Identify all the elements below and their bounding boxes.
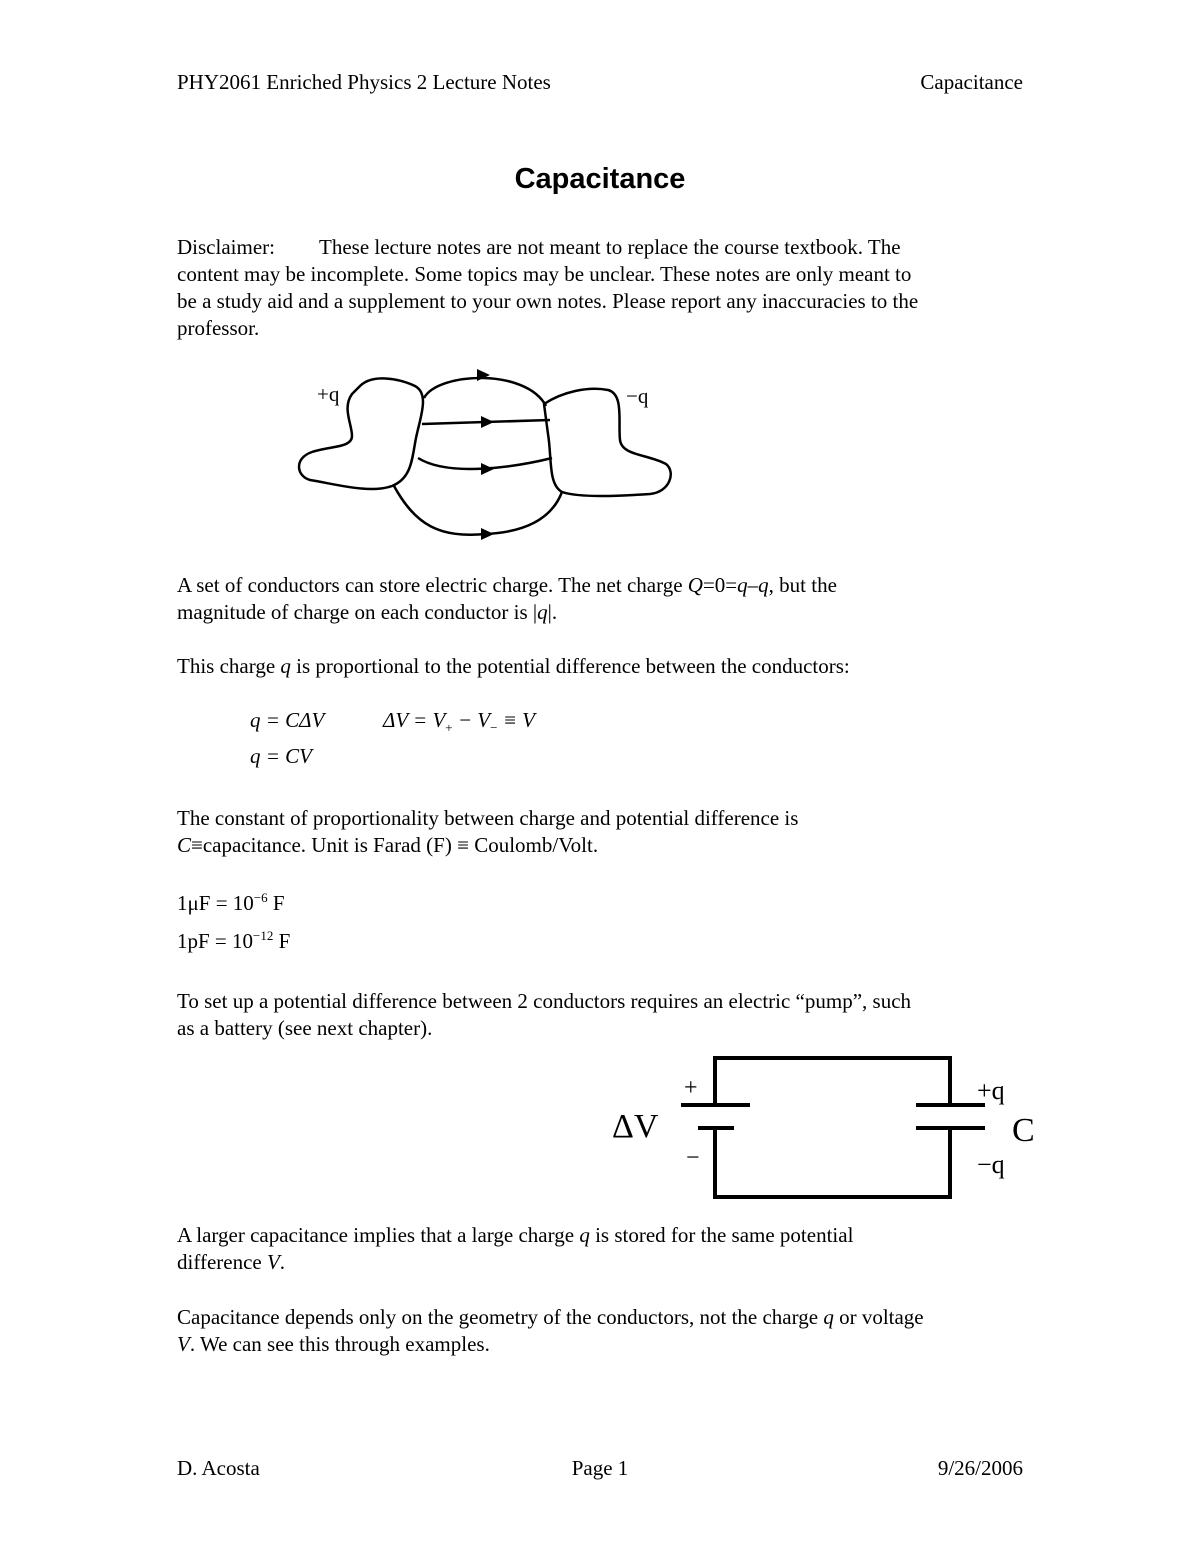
p3-line2: ≡capacitance. Unit is Farad (F) ≡ Coulomb/Volt. — [191, 833, 599, 857]
equation-q-cv — [250, 744, 312, 769]
disclaimer-line1: These lecture notes are not meant to replace the course textbook. The — [319, 235, 901, 259]
footer-author: D. Acosta — [177, 1456, 260, 1480]
eq3-q: q — [250, 744, 261, 768]
p1-eq0: =0= — [702, 573, 738, 597]
paragraph-capacitance-def — [177, 805, 1027, 859]
u1-exp: −6 — [253, 890, 268, 905]
u1-b: F — [267, 891, 285, 915]
u2-exp: −12 — [253, 928, 274, 943]
p1-text-b: , but the — [768, 573, 837, 597]
p1-Q: Q — [687, 573, 703, 597]
paragraph-battery — [177, 988, 1027, 1042]
minus-q-label: −q — [626, 384, 649, 408]
delta-v-label: ΔV — [612, 1108, 659, 1145]
p5-text-c: difference — [177, 1250, 267, 1274]
equation-delta-v — [383, 708, 535, 736]
p3-line1: The constant of proportionality between charge and potential difference is — [177, 806, 799, 830]
header-topic: Capacitance — [920, 70, 1023, 94]
p6-V: V — [177, 1332, 190, 1356]
footer-page-number: Page 1 — [571, 1456, 629, 1480]
eq2-sub-plus: + — [445, 720, 453, 736]
p6-text-b: or voltage — [833, 1305, 924, 1329]
p1-q3: q — [537, 600, 548, 624]
eq2-a: ΔV = V — [383, 708, 446, 732]
p5-V: V — [266, 1250, 280, 1274]
circuit-wire-top — [715, 1058, 950, 1103]
unit-microfarad — [177, 890, 285, 916]
plus-q-label: +q — [317, 382, 340, 406]
field-arrow-3 — [481, 463, 494, 475]
disclaimer-line4: professor. — [177, 316, 260, 340]
unit-picofarad — [177, 928, 290, 954]
p6-text-a: Capacitance depends only on the geometry of the conductors, not the charge — [177, 1305, 824, 1329]
page-title: Capacitance — [514, 163, 686, 195]
paragraph-larger-capacitance — [177, 1222, 1027, 1276]
u2-b: F — [273, 929, 291, 953]
p6-text-c: . We can see this through examples. — [189, 1332, 490, 1356]
eq2-c: ≡ V — [497, 708, 535, 732]
cap-plus-q-label: +q — [977, 1076, 1005, 1105]
eq1-rest: = CΔV — [260, 708, 325, 732]
right-conductor — [544, 389, 671, 496]
paragraph-net-charge — [177, 572, 1027, 626]
u1-a: 1μF = 10 — [177, 891, 254, 915]
capacitor-c-label: C — [1012, 1112, 1035, 1149]
p2-q: q — [280, 654, 291, 678]
field-line-1 — [424, 378, 546, 406]
disclaimer-line2: content may be incomplete. Some topics may be unclear. These notes are only meant to — [177, 262, 912, 286]
p1-minus: – — [747, 573, 759, 597]
p1-text-a: A set of conductors can store electric charge. The net charge — [177, 573, 688, 597]
circuit-wire-bottom — [715, 1129, 950, 1197]
paragraph-proportional — [177, 653, 1027, 680]
disclaimer-line3: be a study aid and a supplement to your own notes. Please report any inaccuracies to the — [177, 289, 919, 313]
cap-minus-q-label: −q — [977, 1150, 1005, 1179]
p6-q: q — [823, 1305, 834, 1329]
disclaimer — [177, 234, 1027, 342]
equation-q-cdv — [250, 708, 324, 733]
p2-text-a: This charge — [177, 654, 281, 678]
footer-date: 9/26/2006 — [937, 1456, 1023, 1480]
eq2-sub-minus: − — [490, 720, 498, 736]
p5-text-d: . — [279, 1250, 286, 1274]
disclaimer-label: Disclaimer: — [177, 235, 275, 259]
field-arrow-2 — [481, 416, 494, 428]
eq2-b: − V — [452, 708, 491, 732]
header-course: PHY2061 Enriched Physics 2 Lecture Notes — [177, 70, 551, 94]
field-line-4 — [394, 486, 562, 535]
p2-text-b: is proportional to the potential difference between the conductors: — [290, 654, 850, 678]
p4-line1: To set up a potential difference between 2 conductors requires an electric “pump”, such — [177, 989, 912, 1013]
u2-a: 1pF = 10 — [177, 929, 254, 953]
battery-plus-label: + — [684, 1075, 698, 1101]
circuit-diagram — [600, 1045, 1050, 1210]
eq3-rest: = CV — [260, 744, 313, 768]
p5-text-b: is stored for the same potential — [589, 1223, 854, 1247]
p4-line2: as a battery (see next chapter). — [177, 1016, 433, 1040]
conductors-figure — [290, 368, 680, 548]
p1-text-c: magnitude of charge on each conductor is | — [177, 600, 538, 624]
field-arrow-4 — [481, 528, 494, 540]
p1-text-d: |. — [547, 600, 558, 624]
p1-q1: q — [737, 573, 748, 597]
p1-q2: q — [758, 573, 769, 597]
p5-q: q — [579, 1223, 590, 1247]
p3-C: C — [177, 833, 192, 857]
battery-minus-label: − — [686, 1145, 700, 1171]
paragraph-geometry — [177, 1304, 1027, 1358]
eq1-q: q — [250, 708, 261, 732]
p5-text-a: A larger capacitance implies that a large charge — [177, 1223, 580, 1247]
